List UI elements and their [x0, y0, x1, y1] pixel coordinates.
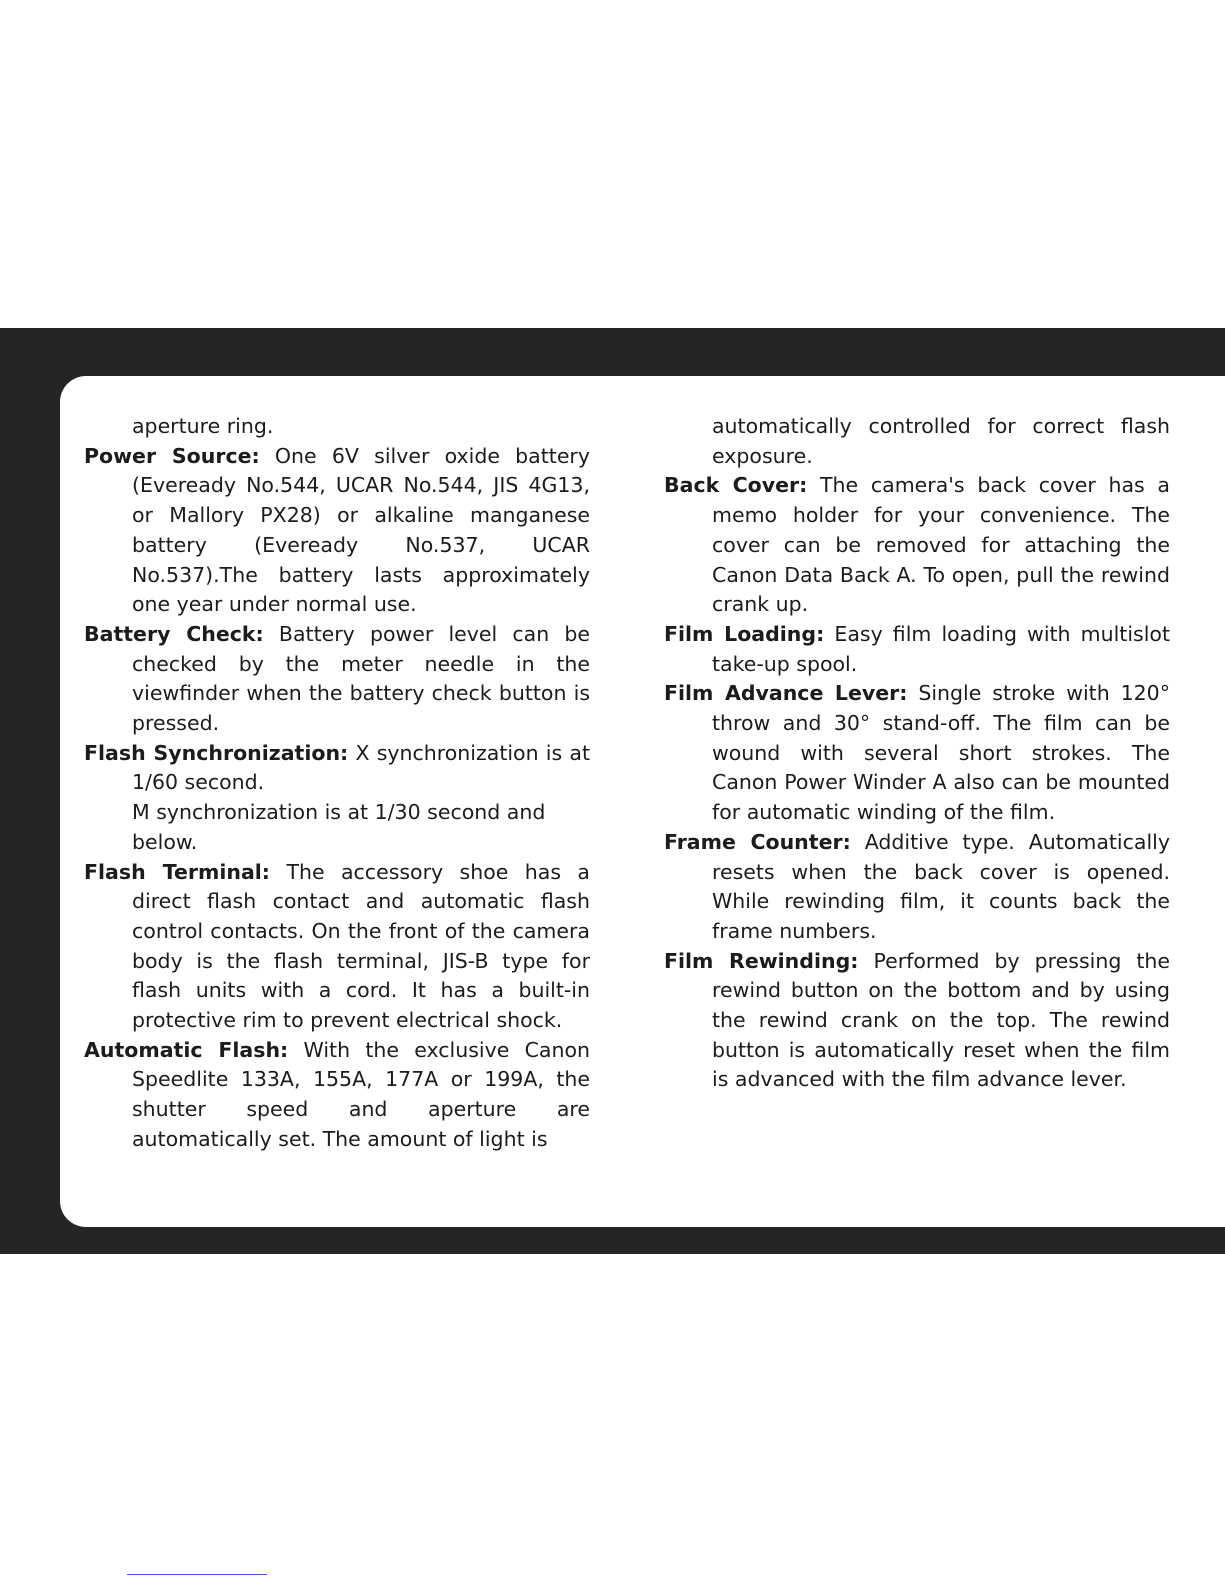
- spec-entry-film-rewinding: [664, 947, 1170, 1096]
- spec-text: The accessory shoe has a direct flash contact and automatic flash control contacts. On the front of the camera body is the flash terminal, JIS-B type for flash units with a cord. It has a built-in protective rim to prevent electrical shock.: [132, 859, 590, 1033]
- spec-entry-power-source: [84, 442, 590, 620]
- spec-entry-automatic-flash: [84, 1036, 590, 1155]
- spec-entry-back-cover: [664, 471, 1170, 620]
- spec-term: Battery Check:: [84, 621, 264, 646]
- spec-term: Frame Counter:: [664, 829, 851, 854]
- spec-entry-battery-check: [84, 620, 590, 739]
- left-column: [84, 412, 590, 1155]
- spec-entry-m-synchronization: [84, 798, 590, 857]
- spec-term: Automatic Flash:: [84, 1037, 289, 1062]
- spec-text: Performed by pressing the rewind button on the bottom and by using the rewind crank on the top. The rewind button is automatically reset when the film is advanced with the film advance lever.: [712, 948, 1170, 1092]
- spec-term: Film Rewinding:: [664, 948, 859, 973]
- spec-text: M synchronization is at 1/30 second and below.: [132, 800, 546, 854]
- spec-text: One 6V silver oxide battery (Eveready No.544, UCAR No.544, JIS 4G13, or Mallory PX28) or alkaline manganese battery (Eveready No.537, UCAR No.537).The battery lasts approximately one year under normal use.: [132, 443, 590, 617]
- stray-underline: [127, 1574, 267, 1575]
- spec-text: Easy film loading with multislot take-up spool.: [712, 621, 1170, 676]
- spec-text: With the exclusive Canon Speedlite 133A, 155A, 177A or 199A, the shutter speed and aperture are automatically set. The amount of light is: [132, 1037, 590, 1151]
- manual-page: [60, 376, 1225, 1227]
- spec-text: Additive type. Automatically resets when the back cover is opened. While rewinding film, it counts back the frame numbers.: [712, 829, 1170, 943]
- spec-term: Flash Synchronization:: [84, 740, 349, 765]
- spec-term: Flash Terminal:: [84, 859, 271, 884]
- spec-text: Single stroke with 120° throw and 30° stand-off. The film can be wound with several short strokes. The Canon Power Winder A also can be mounted for automatic winding of the film.: [712, 681, 1170, 825]
- spec-entry-flash-terminal: [84, 858, 590, 1036]
- spec-text: The camera's back cover has a memo holder for your convenience. The cover can be removed for attaching the Canon Data Back A. To open, pull the rewind crank up.: [712, 473, 1170, 617]
- spec-text: X synchronization is at 1/60 second.: [132, 740, 590, 795]
- continued-text: automatically controlled for correct flash exposure.: [712, 414, 1170, 468]
- spec-entry-flash-synchronization: [84, 739, 590, 798]
- continued-text: aperture ring.: [132, 414, 274, 438]
- right-column: [664, 412, 1170, 1095]
- spec-term: Film Loading:: [664, 621, 825, 646]
- spec-text: Battery power level can be checked by the meter needle in the viewfinder when the battery check button is pressed.: [132, 621, 590, 736]
- spec-term: Power Source:: [84, 443, 260, 468]
- spec-entry-film-loading: [664, 620, 1170, 679]
- spec-term: Back Cover:: [664, 473, 808, 498]
- spec-term: Film Advance Lever:: [664, 681, 908, 706]
- spec-entry-film-advance-lever: [664, 679, 1170, 828]
- spec-entry-frame-counter: [664, 828, 1170, 947]
